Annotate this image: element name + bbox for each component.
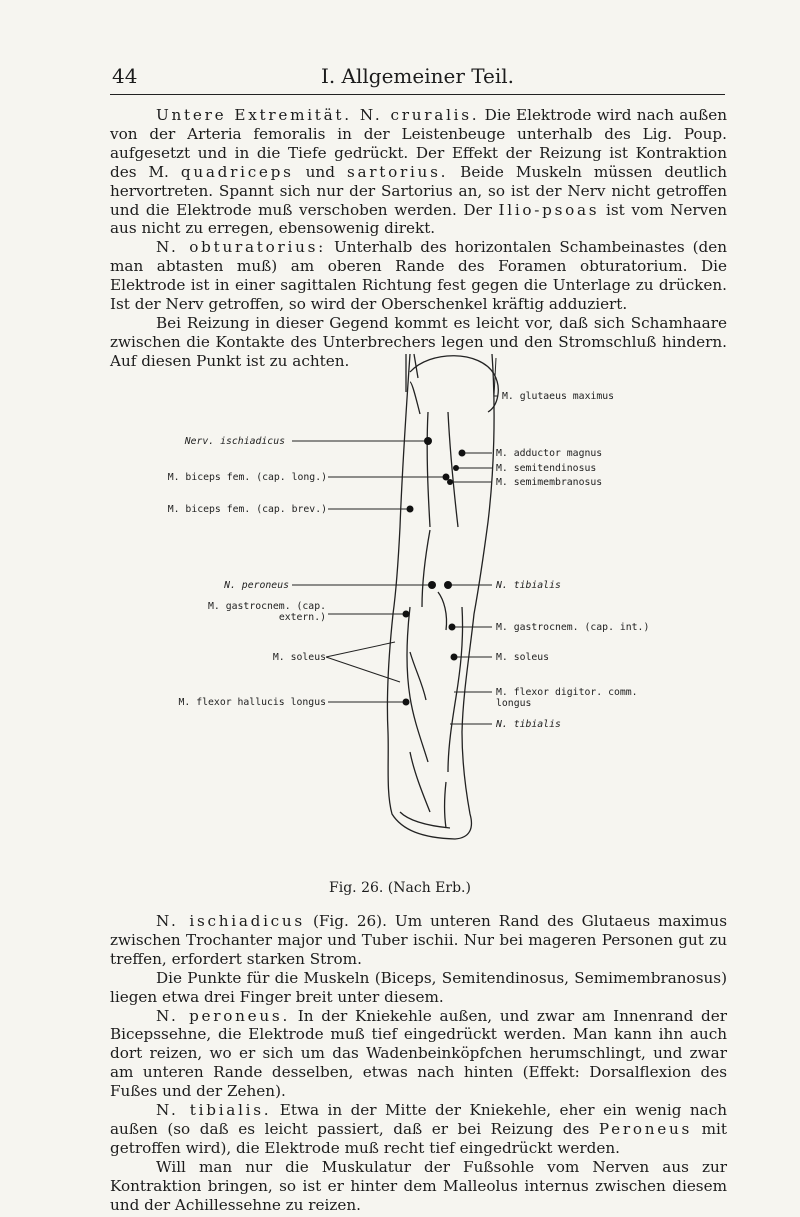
text-run: N. peroneus. xyxy=(156,1006,291,1025)
label-flexor-hallucis: M. flexor hallucis longus xyxy=(178,697,326,708)
label-n-tibialis-1: N. tibialis xyxy=(496,580,561,591)
leg-illustration xyxy=(110,352,727,862)
text-run: N. tibialis. xyxy=(156,1101,272,1120)
paragraph xyxy=(110,912,727,969)
label-gastro-int: M. gastrocnem. (cap. int.) xyxy=(496,622,650,633)
text-run: ist vom Nerven aus nicht zu erregen, ebensowenig direkt. xyxy=(110,200,727,238)
label-n-peroneus: N. peroneus xyxy=(224,580,289,591)
label-semimembranosus: M. semimembranosus xyxy=(496,477,603,488)
paragraph xyxy=(110,1101,727,1158)
paragraph xyxy=(110,238,727,314)
label-flexor-digitor: M. flexor digitor. comm. longus xyxy=(496,687,638,709)
text-run: Peroneus xyxy=(598,1119,693,1138)
figure-26 xyxy=(110,352,727,862)
text-run: Will man nur die Muskulatur der Fußsohle vom Nerven aus zur Kontraktion bringen, so ist er hinter dem Malleolus internus zwischen diesem und der Achillessehne zu reizen. xyxy=(110,1157,727,1214)
text-run: mit getroffen wird), die Elektrode muß recht tief eingedrückt werden. xyxy=(110,1119,727,1157)
label-biceps-long: M. biceps fem. (cap. long.) xyxy=(167,472,327,483)
text-run: Etwa in der Mitte der Kniekehle, eher ein wenig nach außen (so daß es leicht passiert, daß er bei Reizung des xyxy=(110,1101,727,1138)
label-adductor: M. adductor magnus xyxy=(496,448,603,459)
text-run: Unterhalb des horizontalen Schambeinastes (den man abtasten muß) am oberen Rande des Foramen obturatorium. Die Elektrode ist in einer sagittalen Richtung fest gegen die Unterlage zu drücken. Ist der Nerv getroffen, so wird der Oberschenkel kräftig adduziert. xyxy=(110,238,728,314)
label-soleus-left: M. soleus xyxy=(272,652,326,663)
figure-caption: Fig. 26. (Nach Erb.) xyxy=(329,880,471,896)
text-run: Beide Muskeln müssen deutlich hervortreten. Spannt sich nur der Sartorius an, so ist der Nerv nicht getroffen und die Elektrode muß verschoben werden. Der xyxy=(110,162,727,219)
text-run: N. obturatorius: xyxy=(156,238,326,257)
paragraph xyxy=(110,1007,727,1102)
running-title: I. Allgemeiner Teil. xyxy=(320,64,515,88)
paragraph xyxy=(110,969,727,1007)
text-run: Ilio-psoas xyxy=(498,200,600,219)
text-run: sartorius. xyxy=(346,162,449,181)
text-run: Die Punkte für die Muskeln (Biceps, Semitendinosus, Semimembranosus) liegen etwa drei Finger breit unter diesem. xyxy=(110,968,727,1006)
text-run: Bei Reizung in dieser Gegend kommt es leicht vor, daß sich Schamhaare zwischen die Kontakte des Unterbrechers legen und den Stromschluß hindern. Auf diesen Punkt ist zu achten. xyxy=(110,313,727,370)
text-run: Die Elektrode wird nach außen von der Arteria femoralis in der Leistenbeuge unterhalb des Lig. Poup. aufgesetzt und in die Tiefe gedrückt. Der Effekt der Reizung ist Kontraktion des M. xyxy=(110,106,727,181)
paragraph xyxy=(110,106,727,238)
text-run: und xyxy=(293,162,347,181)
text-run: N. ischiadicus xyxy=(156,912,305,930)
text-run: In der Kniekehle außen, und zwar am Innenrand der Bicepssehne, die Elektrode muß tief eingedrückt werden. Man kann ihn auch dort reizen, wo er sich um das Wadenbeinköpfchen herumschlingt, und zwar am unteren Rande desselben, etwas nach hinten (Effekt: Dorsalflexion des Fußes und der Zehen). xyxy=(110,1006,728,1101)
page-header xyxy=(110,60,725,96)
label-nerv-ischiadicus: Nerv. ischiadicus xyxy=(184,436,285,447)
text-run: Untere Extremität. N. cruralis. xyxy=(156,106,480,124)
text-run: quadriceps xyxy=(180,162,294,181)
header-rule xyxy=(110,94,725,95)
label-soleus-right: M. soleus xyxy=(496,652,550,663)
label-n-tibialis-2: N. tibialis xyxy=(496,719,561,730)
label-gastro-extern: M. gastrocnem. (cap. extern.) xyxy=(208,601,326,623)
label-semitendinosus: M. semitendinosus xyxy=(496,463,597,474)
bottom-text-block xyxy=(110,912,727,1215)
page-number: 44 xyxy=(112,64,138,88)
paragraph xyxy=(110,1158,727,1215)
top-text-block xyxy=(110,106,727,371)
label-glutaeus: M. glutaeus maximus xyxy=(502,391,615,402)
label-biceps-brev: M. biceps fem. (cap. brev.) xyxy=(167,504,327,515)
text-run: (Fig. 26). Um unteren Rand des Glutaeus maximus zwischen Trochanter major und Tuber ischii. Nur bei mageren Personen gut zu treffen, erfordert starken Strom. xyxy=(110,912,727,968)
